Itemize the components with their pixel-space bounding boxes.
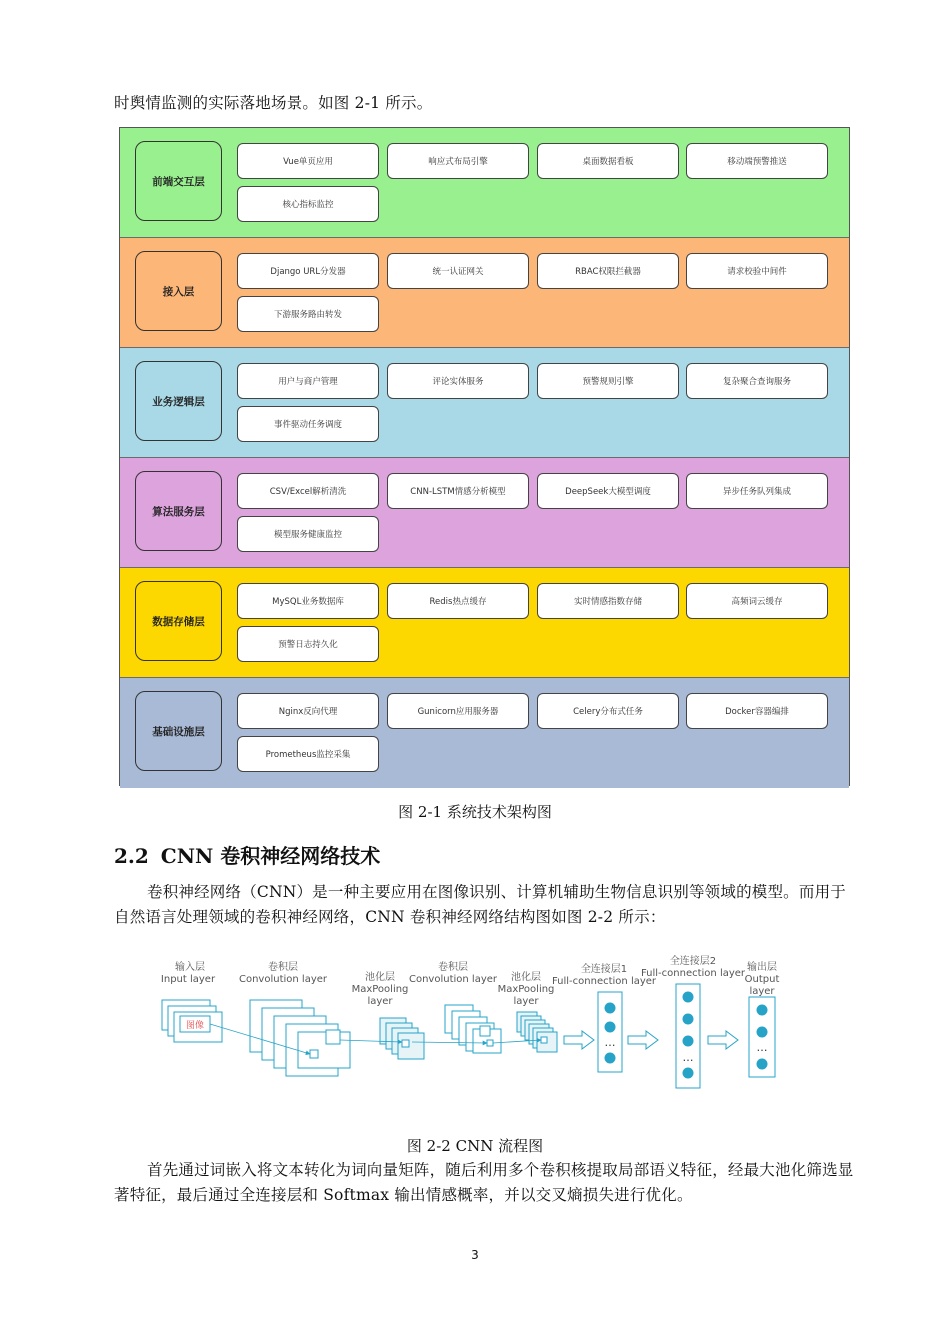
architecture-layer xyxy=(120,568,849,678)
component-box: Nginx反向代理 xyxy=(237,693,379,729)
layer-label: 数据存储层 xyxy=(135,581,222,661)
conv1-kernel xyxy=(326,1030,340,1044)
component-box: 预警日志持久化 xyxy=(237,626,379,662)
layer-label: 业务逻辑层 xyxy=(135,361,222,441)
pool1-cell xyxy=(402,1040,409,1047)
fc2-neuron xyxy=(683,1036,694,1047)
pool1-label-en1: MaxPooling xyxy=(351,984,409,995)
pool1-label-zh: 池化层 xyxy=(365,972,395,983)
component-box: CNN-LSTM情感分析模型 xyxy=(387,473,529,509)
component-box: 异步任务队列集成 xyxy=(686,473,828,509)
section-number: 2.2 xyxy=(114,844,149,868)
paragraph-1: 卷积神经网络（CNN）是一种主要应用在图像识别、计算机辅助生物信息识别等领域的模型。而用于自然语言处理领域的卷积神经网络，CNN 卷积神经网络结构图如图 2-2 所示： xyxy=(114,883,846,926)
fc1-label-zh: 全连接层1 xyxy=(580,964,628,975)
fc2-label-en: Full-connection layer xyxy=(640,968,746,979)
fc1-label-en: Full-connection layer xyxy=(551,976,657,987)
component-box: RBAC权限拦截器 xyxy=(537,253,679,289)
architecture-layer xyxy=(120,348,849,458)
output-label-en1: Output xyxy=(744,974,780,985)
component-box: Prometheus监控采集 xyxy=(237,736,379,772)
fc2-neuron xyxy=(683,1068,694,1079)
intro-text: 时舆情监测的实际落地场景。如图 2-1 所示。 xyxy=(114,94,433,112)
pool2-label-en1: MaxPooling xyxy=(497,984,555,995)
fc1-neuron xyxy=(605,1003,616,1014)
component-box: 用户与商户管理 xyxy=(237,363,379,399)
conv2-kernel xyxy=(480,1026,490,1036)
layer-label: 前端交互层 xyxy=(135,141,222,221)
architecture-layer xyxy=(120,128,849,238)
component-box: 响应式布局引擎 xyxy=(387,143,529,179)
conv1-output-cell xyxy=(310,1050,318,1058)
component-box: CSV/Excel解析清洗 xyxy=(237,473,379,509)
cnn-diagram xyxy=(150,950,800,1100)
architecture-layer xyxy=(120,238,849,348)
pool2-label-en2: layer xyxy=(513,996,539,1007)
arrow-fc1-fc2 xyxy=(628,1031,658,1049)
component-box: 桌面数据看板 xyxy=(537,143,679,179)
component-box: Vue单页应用 xyxy=(237,143,379,179)
figure-caption-2: 图 2-2 CNN 流程图 xyxy=(406,1137,544,1155)
layer-label: 基础设施层 xyxy=(135,691,222,771)
component-box: MySQL业务数据库 xyxy=(237,583,379,619)
figure-caption-1: 图 2-1 系统技术架构图 xyxy=(398,803,552,821)
output-neuron xyxy=(757,1027,768,1038)
component-box: 统一认证网关 xyxy=(387,253,529,289)
section-heading xyxy=(114,840,380,869)
component-box: Docker容器编排 xyxy=(686,693,828,729)
output-neuron xyxy=(757,1005,768,1016)
pool2-label-zh: 池化层 xyxy=(511,972,541,983)
output-ellipsis: … xyxy=(756,1041,768,1054)
component-box: 移动端预警推送 xyxy=(686,143,828,179)
conv2-label-en: Convolution layer xyxy=(408,974,498,985)
component-box: 预警规则引擎 xyxy=(537,363,679,399)
arrow-fc2-output xyxy=(708,1031,738,1049)
conv1-label-en: Convolution layer xyxy=(238,974,328,985)
component-box: Gunicorn应用服务器 xyxy=(387,693,529,729)
arrow-pool2-fc1 xyxy=(564,1031,594,1049)
output-label-en2: layer xyxy=(749,986,775,997)
component-box: 复杂聚合查询服务 xyxy=(686,363,828,399)
image-label: 图像 xyxy=(185,1021,205,1031)
section-title: CNN 卷积神经网络技术 xyxy=(160,844,381,868)
component-box: Celery分布式任务 xyxy=(537,693,679,729)
fc1-ellipsis: … xyxy=(604,1036,616,1049)
pool1-label-en2: layer xyxy=(367,996,393,1007)
architecture-layer xyxy=(120,678,849,788)
output-label-zh: 输出层 xyxy=(747,962,777,973)
layer-label: 接入层 xyxy=(135,251,222,331)
architecture-layer xyxy=(120,458,849,568)
fc2-ellipsis: … xyxy=(682,1051,694,1064)
component-box: 下游服务路由转发 xyxy=(237,296,379,332)
fc2-neuron xyxy=(683,1014,694,1025)
fc2-label-zh: 全连接层2 xyxy=(669,956,717,967)
page-number: 3 xyxy=(471,1248,479,1262)
component-box: 模型服务健康监控 xyxy=(237,516,379,552)
conv1-map-5 xyxy=(298,1032,350,1068)
component-box: 事件驱动任务调度 xyxy=(237,406,379,442)
component-box: 高频词云缓存 xyxy=(686,583,828,619)
component-box: 实时情感指数存储 xyxy=(537,583,679,619)
component-box: 评论实体服务 xyxy=(387,363,529,399)
fc1-neuron xyxy=(605,1022,616,1033)
conv1-label-zh: 卷积层 xyxy=(268,962,298,973)
fc1-neuron xyxy=(605,1053,616,1064)
pool2-cell xyxy=(541,1037,547,1043)
component-box: 请求校验中间件 xyxy=(686,253,828,289)
output-neuron xyxy=(757,1059,768,1070)
component-box: 核心指标监控 xyxy=(237,186,379,222)
component-box: Redis热点缓存 xyxy=(387,583,529,619)
paragraph-2: 首先通过词嵌入将文本转化为词向量矩阵，随后利用多个卷积核提取局部语义特征，经最大池化筛选显著特征，最后通过全连接层和 Softmax 输出情感概率，并以交叉熵损失进行优化。 xyxy=(114,1161,854,1204)
conv2-label-zh: 卷积层 xyxy=(438,962,468,973)
fc2-neuron xyxy=(683,992,694,1003)
input-label-zh: 输入层 xyxy=(175,962,205,973)
architecture-figure xyxy=(119,127,850,786)
conv2-cell xyxy=(487,1040,493,1046)
input-label-en: Input layer xyxy=(160,974,216,985)
component-box: Django URL分发器 xyxy=(237,253,379,289)
component-box: DeepSeek大模型调度 xyxy=(537,473,679,509)
layer-label: 算法服务层 xyxy=(135,471,222,551)
